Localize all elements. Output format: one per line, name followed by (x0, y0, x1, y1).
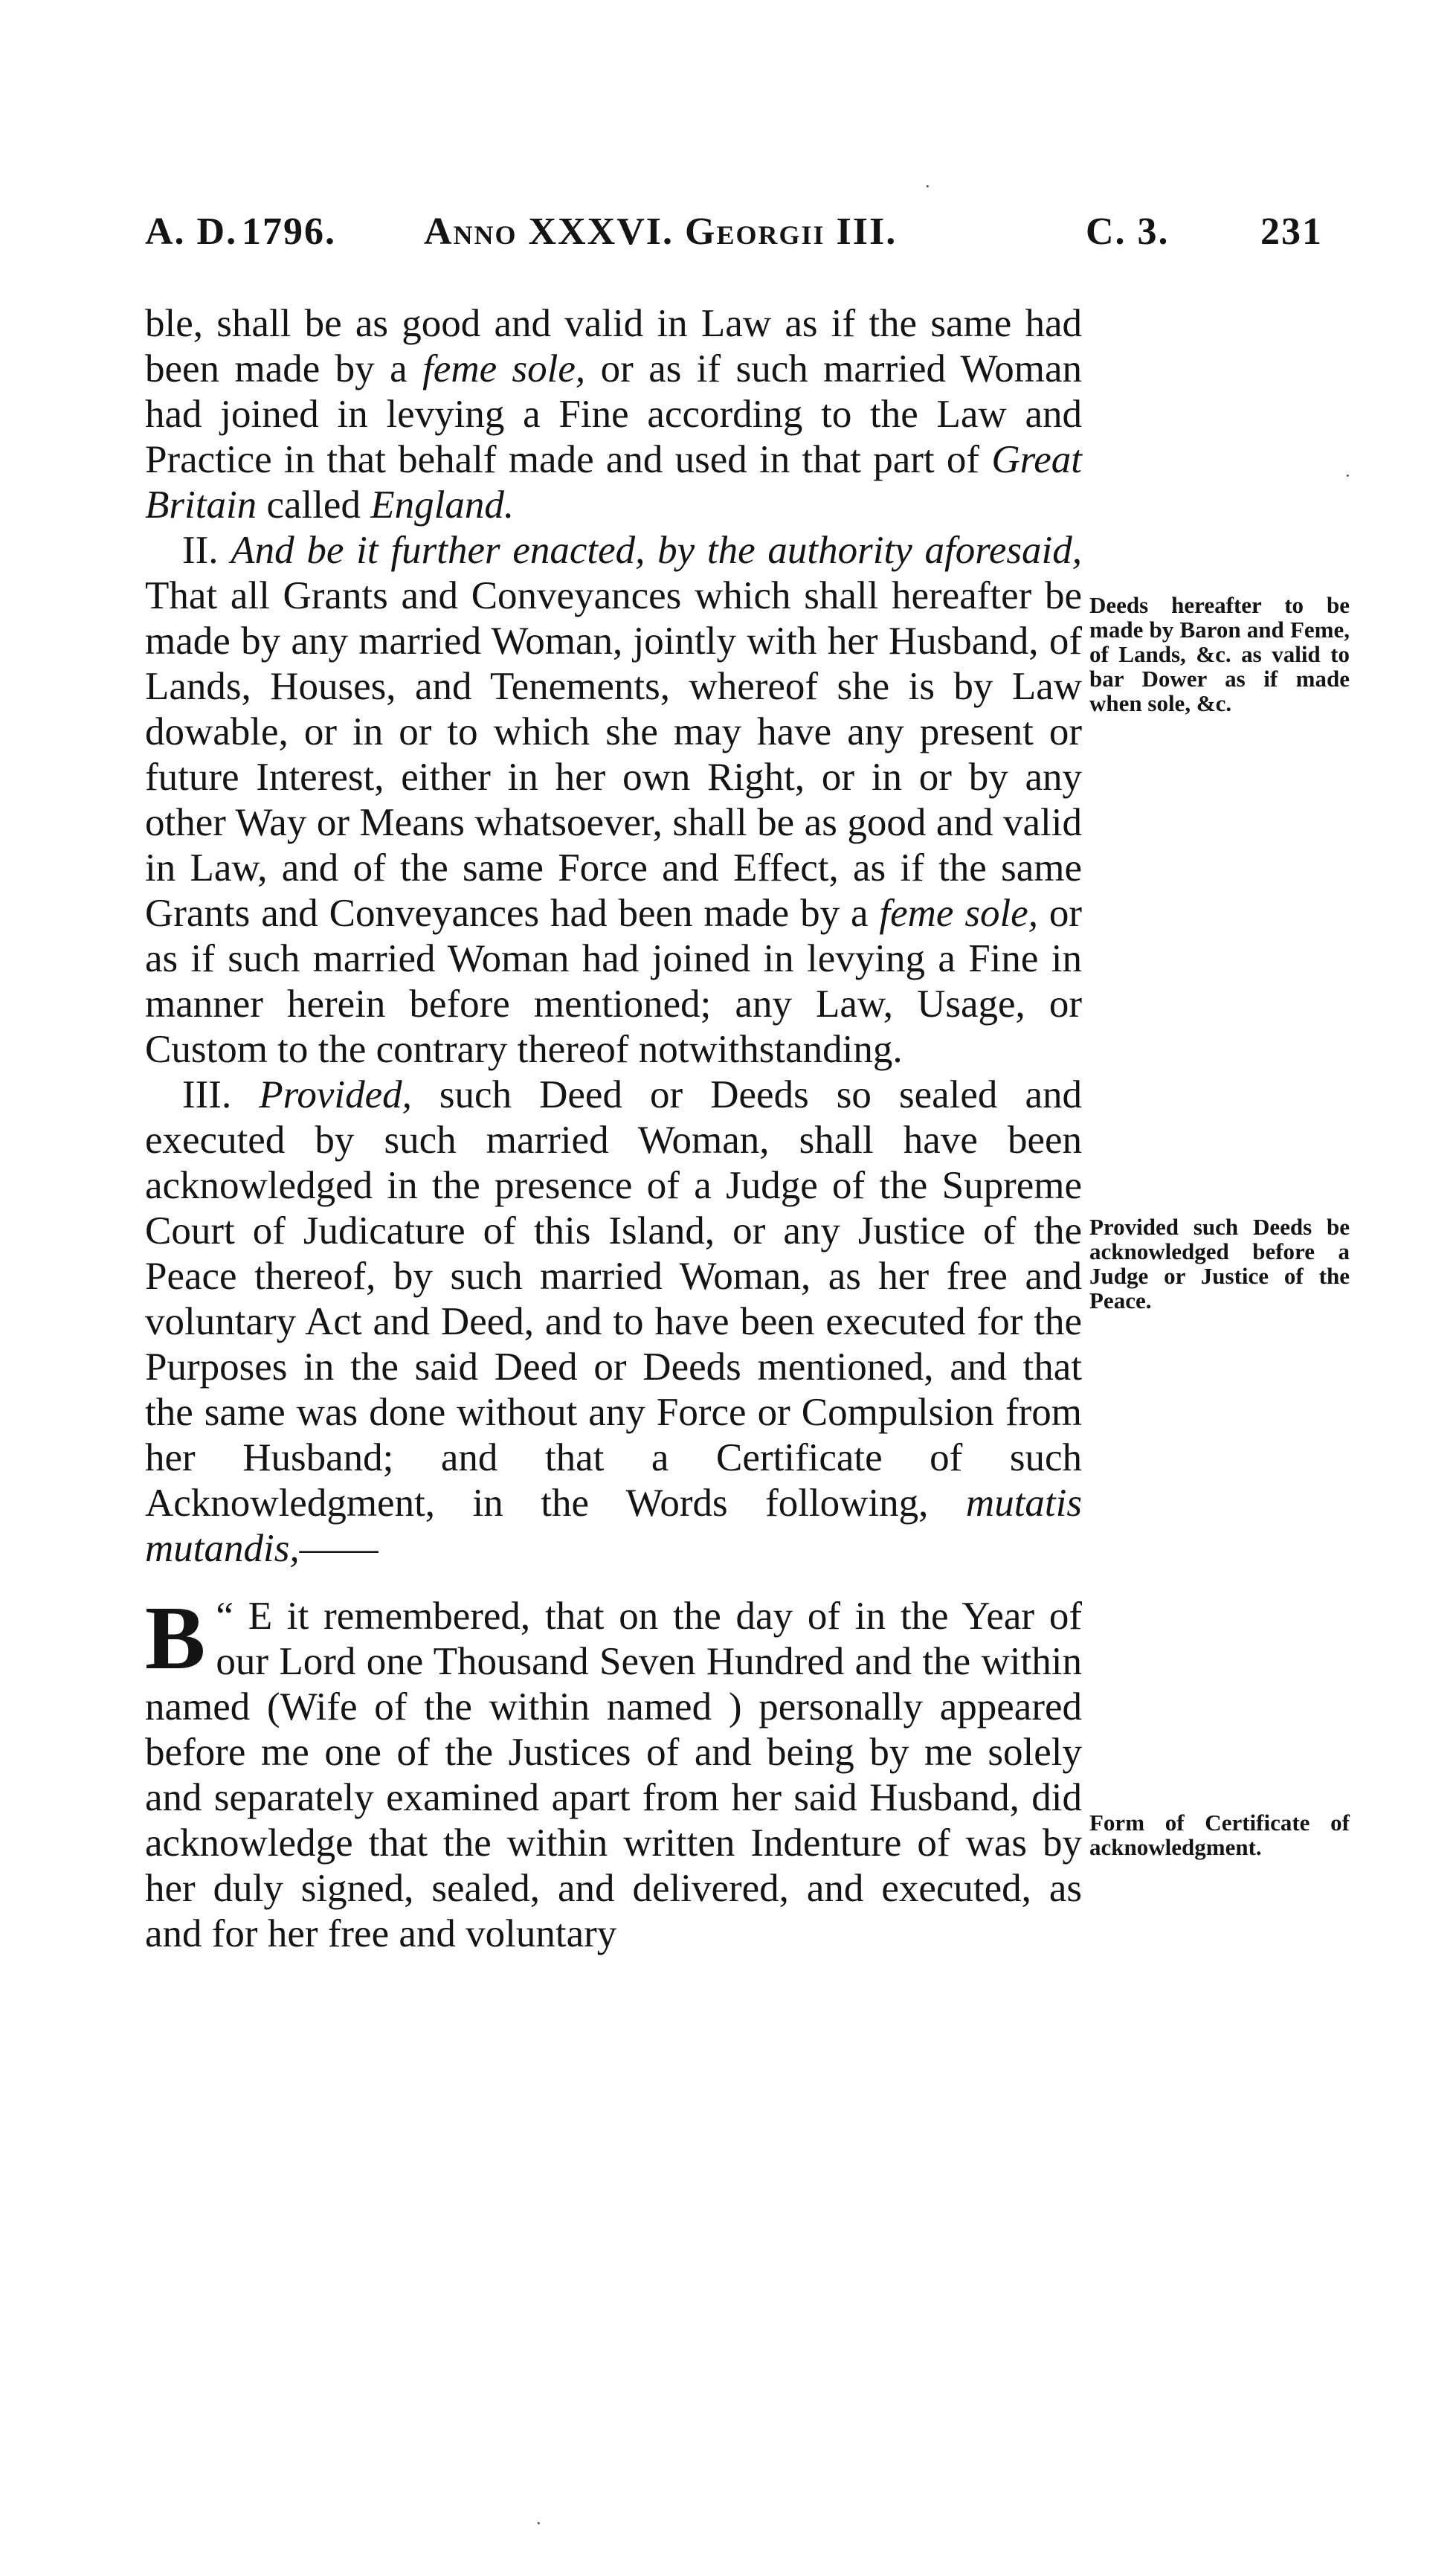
header-year: 1796. (242, 210, 336, 253)
open-quote: “ (216, 1595, 248, 1638)
margin-note-acknowledgment: Provided such Deeds be acknowledged before a Judge or Justice of the Peace. (1089, 1214, 1350, 1313)
paragraph-continuation (145, 301, 1082, 528)
italic-run: feme sole, (422, 347, 586, 390)
section-number: III. (182, 1073, 260, 1116)
speck-mark: · (1344, 465, 1351, 486)
certificate-text: E it remembered, that on the day of in the Year of our Lord one Thousand Seven Hundred and the within named (Wife of the within named ) personally appeared before me one of the Justices of and being by me solely and separately examined apart from her said Husband, did acknowledge that the within written Indenture of was by her duly signed, sealed, and delivered, and executed, as and for her free and voluntary (145, 1595, 1082, 1955)
margin-note-deeds: Deeds hereafter to be made by Baron and Feme, of Lands, &c. as valid to bar Dower as if made when sole, &c. (1089, 592, 1350, 716)
italic-run: Great Britain (145, 438, 1082, 527)
drop-cap: B (145, 1588, 206, 1688)
section-number: II. (182, 529, 231, 572)
italic-run: And be it further enacted, by the authority aforesaid, (231, 529, 1082, 572)
italic-run: Provided, (259, 1073, 412, 1116)
text-run: —— (299, 1527, 379, 1570)
header-chapter: C. 3. (1086, 210, 1170, 253)
header-ad: A. D. (145, 210, 238, 253)
text-run: ble, shall be as good and valid in Law as if the same had been made by a (145, 302, 1082, 390)
certificate-form (145, 1588, 1082, 1957)
speck-mark: · (924, 176, 931, 197)
text-run: such Deed or Deeds so sealed and executed by such married Woman, shall have been acknowledged in the presence of a Judge of the Supreme Court of Judicature of this Island, or any Justice of the Peace thereof, by such married Woman, as her free and voluntary Act and Deed, and to have been executed for the Purposes in the said Deed or Deeds mentioned, and that the same was done without any Force or Compulsion from her Husband; and that a Certificate of such Acknowledgment, in the Words following, (145, 1073, 1082, 1525)
speck-mark: · (535, 2512, 542, 2534)
italic-run: feme sole, (879, 892, 1038, 935)
page-number: 231 (1260, 210, 1323, 253)
text-run: or as if such married Woman had joined in levying a Fine in manner herein before mentioned; any Law, Usage, or Custom to the contrary thereof notwithstanding. (145, 892, 1082, 1071)
section-iii (145, 1073, 1082, 1572)
text-run: called (257, 483, 371, 527)
text-run: or as if such married Woman had joined in levying a Fine according to the Law and Practice in that behalf made and used in that part of (145, 347, 1082, 481)
italic-run: England. (370, 483, 515, 527)
section-ii (145, 528, 1082, 1073)
text-run: That all Grants and Conveyances which shall hereafter be made by any married Woman, jointly with her Husband, of Lands, Houses, and Tenements, whereof she is by Law dowable, or in or to which she may have any present or future Interest, either in her own Right, or in or by any other Way or Means whatsoever, shall be as good and valid in Law, and of the same Force and Effect, as if the same Grants and Conveyances had been made by a (145, 574, 1082, 935)
margin-note-certificate-form: Form of Certificate of acknowledgment. (1089, 1810, 1350, 1860)
main-text-column (145, 301, 1082, 1957)
italic-run: mutatis mutandis, (145, 1482, 1082, 1570)
header-regnal-year: Anno XXXVI. Georgii III. (424, 210, 898, 253)
running-header (145, 210, 1350, 269)
